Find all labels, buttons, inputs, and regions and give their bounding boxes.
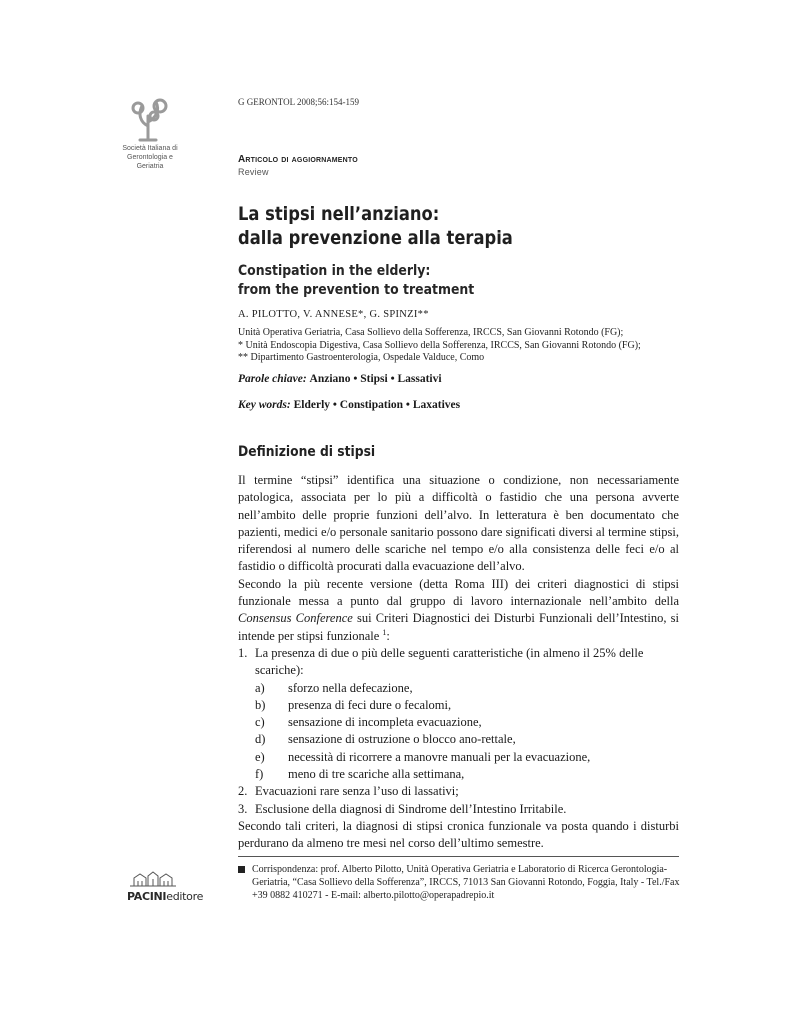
keywords-en: Key words: Elderly • Constipation • Laxatives: [238, 399, 461, 411]
article-kind-en: Review: [238, 167, 269, 177]
list-item: 2. Evacuazioni rare senza l’uso di lassativi;: [238, 784, 459, 799]
section-type: [238, 153, 358, 179]
sub-list-item: b) presenza di feci dure o fecalomi,: [255, 697, 452, 712]
article-title: La stipsi nell’anziano: dalla prevenzione alla terapia: [238, 203, 513, 249]
article-subtitle: Constipation in the elderly: from the prevention to treatment: [238, 263, 475, 298]
society-logo: [118, 96, 178, 149]
society-caption: Società Italiana di Gerontologia e Geriatria: [122, 145, 178, 170]
affiliation: * Unità Endoscopia Digestiva, Casa Sollievo della Sofferenza, IRCCS, San Giovanni Rotondo (FG);: [238, 339, 641, 351]
body-text: [238, 472, 679, 853]
list-item: 1. La presenza di due o più delle seguenti caratteristiche (in almeno il 25% delle scariche):: [238, 645, 644, 678]
affiliations: [238, 327, 698, 365]
keywords-it: Parole chiave: Anziano • Stipsi • Lassativi: [238, 373, 442, 385]
affiliation: Unità Operativa Geriatria, Casa Sollievo della Sofferenza, IRCCS, San Giovanni Rotondo (FG);: [238, 327, 624, 338]
sub-list-item: f) meno di tre scariche alla settimana,: [255, 767, 465, 782]
article-kind: Articolo di aggiornamento: [238, 154, 358, 165]
authors: A. PILOTTO, V. ANNESE*, G. SPINZI**: [238, 309, 429, 320]
journal-reference: G GERONTOL 2008;56:154-159: [238, 97, 359, 107]
section-heading: Definizione di stipsi: [238, 444, 376, 460]
paragraph: Secondo tali criteri, la diagnosi di stipsi cronica funzionale va posta quando i disturbi perdurano da almeno tre mesi nel corso dell’ultimo semestre.: [238, 818, 679, 851]
paragraph: Secondo la più recente versione (detta Roma III) dei criteri diagnostici di stipsi funzionale messa a punto dal gruppo di lavoro internazionale nell’ambito della Consensus Conference sui Criteri Diagnostici dei Disturbi Funzionali dell’Intestino, si intende per stipsi funzionale $^1$:: [238, 576, 679, 643]
sub-list-item: c) sensazione di incompleta evacuazione,: [255, 715, 482, 730]
affiliation: ** Dipartimento Gastroenterologia, Ospedale Valduce, Como: [238, 352, 485, 363]
list-item: 3. Esclusione della diagnosi di Sindrome dell’Intestino Irritabile.: [238, 801, 567, 816]
footnote-divider: [238, 856, 679, 857]
paragraph: Il termine “stipsi” identifica una situazione o condizione, non necessariamente patologica, associata per lo più a difficoltà o fastidio che una persona avverte nell’ambito delle proprie funzioni dell’alvo. In letteratura è ben documentato che pazienti, medici e/o personale sanitario possono dare significati diversi al termine stipsi, riferendosi al numero delle scariche nel tempo e/o alla consistenza delle feci e/o al fastidio o difficoltà procurati dalla evacuazione dell’alvo.: [238, 473, 679, 574]
sub-list-item: a) sforzo nella defecazione,: [255, 680, 413, 695]
sub-list-item: e) necessità di ricorrere a manovre manuali per la evacuazione,: [255, 749, 591, 764]
correspondence: Corrispondenza: prof. Alberto Pilotto, Unità Operativa Geriatria e Laboratorio di Ricerca Gerontologia-Geriatria, “Casa Sollievo della Sofferenza”, IRCCS, 71013 San Giovanni Rotondo, Foggia, Italy - Tel./Fax +39 0882 410271 - E-mail: alberto.pilotto@operapadrepio.it: [238, 863, 683, 902]
sub-list-item: d) sensazione di ostruzione o blocco ano-rettale,: [255, 732, 516, 747]
square-bullet-icon: [238, 866, 245, 873]
publisher-name: PACINIeditore: [127, 890, 204, 903]
